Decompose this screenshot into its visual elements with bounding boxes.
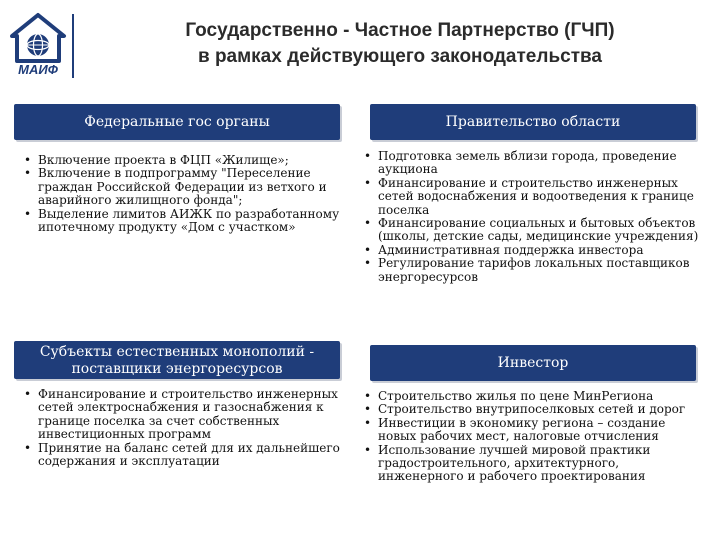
panel-federal-header	[14, 104, 340, 140]
panel-monopolies-title-line2: поставщики энергоресурсов	[71, 361, 283, 377]
list-item: • Финансирование социальных и бытовых объектов (школы, детские сады, медицинские учреждения)	[362, 217, 702, 244]
list-item: • Включение проекта в ФЦП «Жилище»;	[22, 154, 346, 167]
list-item: • Инвестиции в экономику региона – создание новых рабочих мест, налоговые отчисления	[362, 417, 702, 444]
list-item: • Использование лучшей мировой практики градостроительного, архитектурного, инженерного и рабочего проектирования	[362, 444, 702, 484]
list-item: • Принятие на баланс сетей для их дальнейшего содержания и эксплуатации	[22, 442, 342, 469]
list-item: • Строительство внутрипоселковых сетей и дорог	[362, 403, 702, 416]
list-item: • Регулирование тарифов локальных поставщиков энергоресурсов	[362, 257, 702, 284]
house-globe-icon	[8, 12, 68, 64]
panel-regional-title: Правительство области	[445, 114, 621, 130]
page-title-line2: в рамках действующего законодательства	[197, 46, 602, 67]
list-item: • Подготовка земель вблизи города, проведение аукциона	[362, 150, 702, 177]
panel-investor-list	[362, 390, 702, 484]
panel-regional-header	[370, 104, 696, 140]
list-item: • Административная поддержка инвестора	[362, 244, 702, 257]
header-divider	[72, 14, 74, 78]
list-item: • Выделение лимитов АИЖК по разработанному ипотечному продукту «Дом с участком»	[22, 208, 346, 235]
panel-monopolies-title-line1: Субъекты естественных монополий -	[39, 344, 315, 360]
panel-federal-list	[22, 154, 346, 234]
list-item: • Строительство жилья по цене МинРегиона	[362, 390, 702, 403]
list-item: • Финансирование и строительство инженерных сетей электроснабжения и газоснабжения к границе поселка за счет собственных инвестиционных программ	[22, 388, 342, 442]
page-title	[90, 18, 710, 70]
list-item: • Финансирование и строительство инженерных сетей водоснабжения и водоотведения к границе поселка	[362, 177, 702, 217]
logo-text: МАИФ	[18, 62, 58, 77]
panel-monopolies-list	[22, 388, 342, 468]
panel-investor-title: Инвестор	[497, 355, 569, 371]
logo	[8, 12, 68, 84]
panel-regional-list	[362, 150, 702, 284]
panel-monopolies-header	[14, 341, 340, 379]
panel-federal-title: Федеральные гос органы	[84, 114, 270, 130]
list-item: • Включение в подпрограмму "Переселение граждан Российской Федерации из ветхого и аварийного жилищного фонда";	[22, 167, 346, 207]
page-title-line1: Государственно - Частное Партнерство (ГЧП)	[185, 20, 615, 41]
panel-investor-header	[370, 345, 696, 381]
